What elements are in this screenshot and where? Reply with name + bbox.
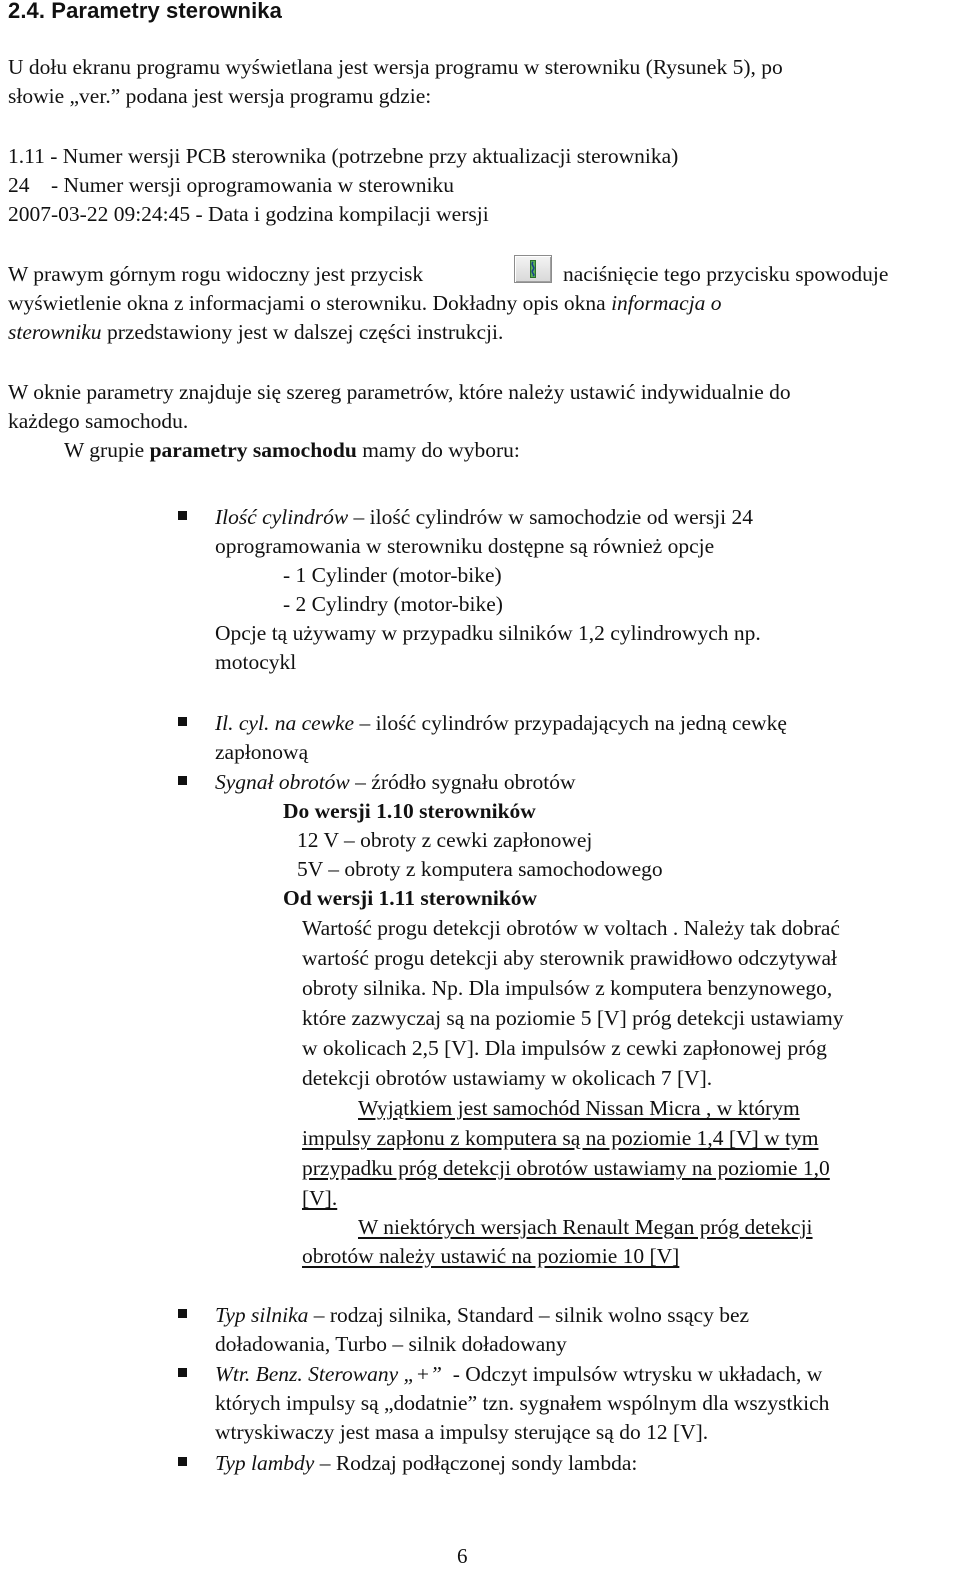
renault-note-line: obrotów należy ustawić na poziomie 10 [V] [302,1244,680,1268]
bullet-marker [178,511,187,520]
intro-line-2: słowie „ver.” podana jest wersja programu gdzie: [8,84,432,108]
section-heading: 2.4. Parametry sterownika [8,0,282,23]
rpm-text: – źródło sygnału obrotów [349,770,576,794]
info-driver-button[interactable] [514,255,552,283]
engine-line-1 [215,1301,749,1329]
params-group-bold: parametry samochodu [149,438,357,462]
rpm-desc-line: wartość progu detekcji aby sterownik prawidłowo odczytywał [302,946,837,970]
cylinders-line-2: oprogramowania w sterowniku dostępne są również opcje [215,534,715,558]
rpm-desc-line: obroty silnika. Np. Dla impulsów z komputera benzynowego, [302,976,833,1000]
injector-line-3: wtryskiwaczy jest masa a impulsy sterujące są do 12 [V]. [215,1420,709,1444]
cylinders-option-2: - 2 Cylindry (motor-bike) [283,592,503,616]
info-window-italic-2: sterowniku [8,320,102,344]
rpm-desc-line: które zazwyczaj są na poziomie 5 [V] próg detekcji ustawiamy [302,1006,844,1030]
params-group-text: W grupie [64,438,150,462]
injector-line-1 [215,1360,822,1388]
engine-term: Typ silnika [215,1303,309,1327]
cylinders-option-1: - 1 Cylinder (motor-bike) [283,563,502,587]
lambda-text: – Rodzaj podłączonej sondy lambda: [314,1451,638,1475]
params-intro-line-1: W oknie parametry znajduje się szereg parametrów, które należy ustawić indywidualnie do [8,380,791,404]
info-window-text-2: przedstawiony jest w dalszej części instrukcji. [101,320,504,344]
engine-text: – rodzaj silnika, Standard – silnik wolno ssący bez [308,1303,750,1327]
injector-text: - Odczyt impulsów wtrysku w układach, w [441,1362,823,1386]
info-button-text-after: naciśnięcie tego przycisku spowoduje [563,262,889,286]
rpm-line-1 [215,768,576,796]
renault-note-line: W niektórych wersjach Renault Megan próg detekcji [358,1215,813,1239]
rpm-desc-line: Wartość progu detekcji obrotów w voltach . Należy tak dobrać [302,916,840,940]
page-number: 6 [457,1544,468,1568]
info-window-text: wyświetlenie okna z informacjami o sterowniku. Dokładny opis okna [8,291,612,315]
bullet-marker [178,717,187,726]
bullet-marker [178,776,187,785]
cylinders-line-1 [215,503,753,531]
cylinders-line-5: Opcje tą używamy w przypadku silników 1,2 cylindrowych np. [215,621,761,645]
info-button-text-before: W prawym górnym rogu widoczny jest przycisk [8,262,424,286]
lambda-line-1 [215,1449,637,1477]
lambda-term: Typ lambdy [215,1451,315,1475]
info-window-italic: informacja o [611,291,722,315]
coil-line-1 [215,709,787,737]
nissan-note-line: impulsy zapłonu z komputera są na poziomie 1,4 [V] w tym [302,1126,819,1150]
nissan-note-line: [V]. [302,1186,338,1210]
rpm-desc-line: detekcji obrotów ustawiamy w okolicach 7 [V]. [302,1066,713,1090]
injector-term: Wtr. Benz. Sterowany „+” [215,1362,442,1386]
engine-line-2: doładowania, Turbo – silnik doładowany [215,1332,567,1356]
rpm-desc-line: w okolicach 2,5 [V]. Dla impulsów z cewki zapłonowej próg [302,1036,827,1060]
injector-line-2: których impulsy są „dodatnie” tzn. sygnałem wspólnym dla wszystkich [215,1391,830,1415]
rpm-to-version: Do wersji 1.10 sterowników [283,799,536,823]
rpm-5v: 5V – obroty z komputera samochodowego [297,857,663,881]
info-window-line-2 [8,289,722,317]
coil-term: Il. cyl. na cewke [215,711,355,735]
params-intro-line-2: każdego samochodu. [8,409,189,433]
info-driver-icon [525,259,541,279]
coil-text: – ilość cylindrów przypadających na jedną cewkę [354,711,787,735]
info-window-line-3 [8,318,503,346]
cylinders-line-6: motocykl [215,650,297,674]
rpm-term: Sygnał obrotów [215,770,350,794]
intro-line-1: U dołu ekranu programu wyświetlana jest wersja programu w sterowniku (Rysunek 5), po [8,55,783,79]
cylinders-term: Ilość cylindrów [215,505,349,529]
version-pcb-line: 1.11 - Numer wersji PCB sterownika (potrzebne przy aktualizacji sterownika) [8,144,679,168]
rpm-from-version: Od wersji 1.11 sterowników [283,886,538,910]
nissan-note-line: przypadku próg detekcji obrotów ustawiamy na poziomie 1,0 [302,1156,830,1180]
cylinders-text: – ilość cylindrów w samochodzie od wersji 24 [348,505,754,529]
version-date-line: 2007-03-22 09:24:45 - Data i godzina kompilacji wersji [8,202,489,226]
coil-line-2: zapłonową [215,740,309,764]
rpm-12v: 12 V – obroty z cewki zapłonowej [297,828,593,852]
bullet-marker [178,1309,187,1318]
nissan-note-line: Wyjątkiem jest samochód Nissan Micra , w którym [358,1096,800,1120]
bullet-marker [178,1368,187,1377]
params-intro-line-3 [64,436,520,464]
bullet-marker [178,1457,187,1466]
version-software-line: 24 - Numer wersji oprogramowania w sterowniku [8,173,455,197]
params-group-text-2: mamy do wyboru: [356,438,520,462]
